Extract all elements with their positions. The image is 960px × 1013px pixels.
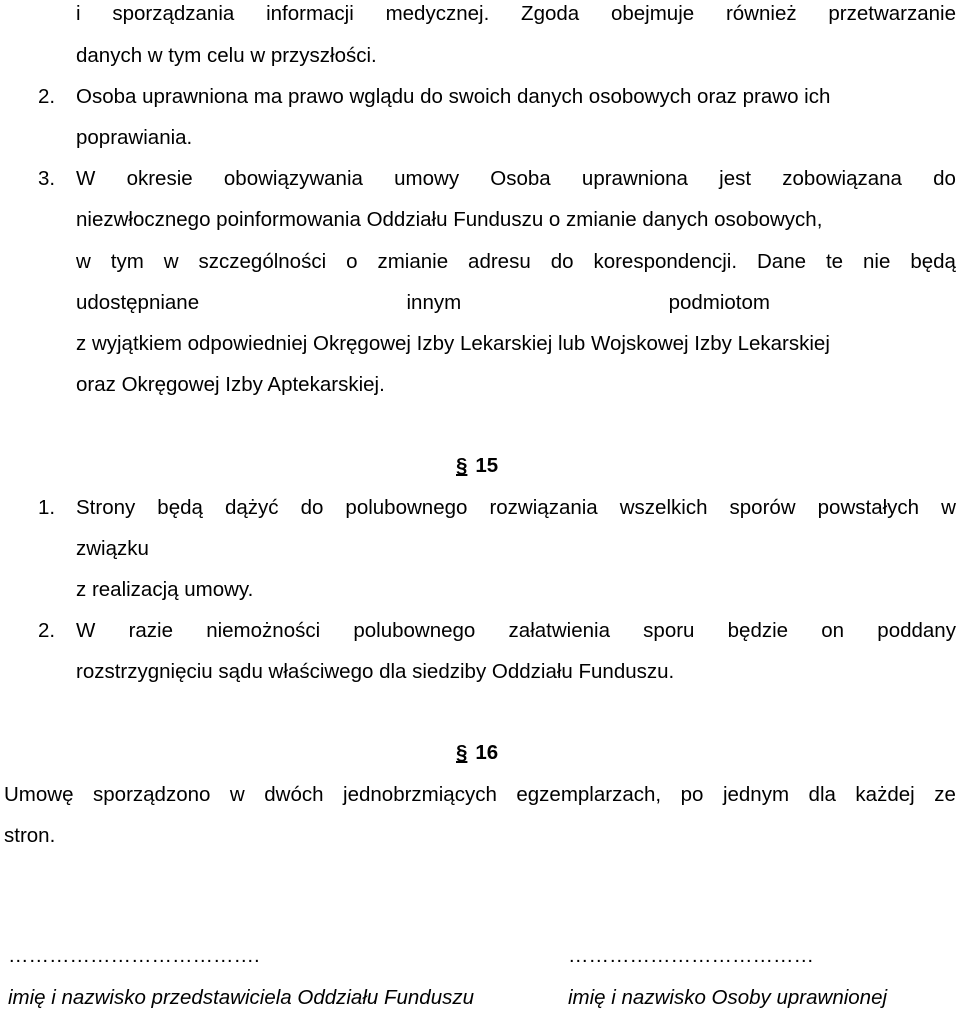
p14-item-3-line-5: z wyjątkiem odpowiedniej Okręgowej Izby Lekarskiej lub Wojskowej Izby Lekarskiej xyxy=(76,332,830,355)
p14-item-2-number: 2. xyxy=(38,85,56,108)
word: poddany xyxy=(877,619,956,642)
word: i xyxy=(76,2,81,25)
word: tym xyxy=(110,250,144,273)
word: jednym xyxy=(722,783,790,806)
word: te xyxy=(825,250,844,273)
word: dążyć xyxy=(224,496,279,519)
word: po xyxy=(680,783,704,806)
word: zmianie xyxy=(377,250,449,273)
word: w xyxy=(76,250,91,273)
p15-item-2-number: 2. xyxy=(38,619,56,642)
word: sporu xyxy=(643,619,695,642)
p15-item-1-line-1 xyxy=(76,498,956,519)
word: podmiotom xyxy=(668,291,770,314)
word: egzemplarzach, xyxy=(516,783,662,806)
word: W xyxy=(76,619,96,642)
p15-item-1-line-3: z realizacją umowy. xyxy=(76,578,254,601)
word: dla xyxy=(808,783,836,806)
word: adresu xyxy=(468,250,531,273)
word: w xyxy=(229,783,245,806)
section-symbol: § xyxy=(456,454,468,477)
p14-line-2: danych w tym celu w przyszłości. xyxy=(76,44,377,67)
word: sporów xyxy=(729,496,796,519)
p16-line-2: stron. xyxy=(4,824,56,847)
word: ze xyxy=(934,783,956,806)
word: do xyxy=(550,250,574,273)
p15-item-1-number: 1. xyxy=(38,496,56,519)
word: załatwienia xyxy=(508,619,610,642)
p15-item-2-line-2: rozstrzygnięciu sądu właściwego dla siedziby Oddziału Funduszu. xyxy=(76,660,675,683)
word: uprawniona xyxy=(581,167,688,190)
word: polubownego xyxy=(345,496,468,519)
word: będą xyxy=(910,250,956,273)
p14-item-3-number: 3. xyxy=(38,167,56,190)
word: w xyxy=(941,496,956,519)
p15-item-1-line-2: związku xyxy=(76,537,149,560)
p14-item-3-line-1 xyxy=(76,169,956,190)
section-15-heading xyxy=(456,456,498,477)
word: medycznej. xyxy=(385,2,490,25)
word: jednobrzmiących xyxy=(343,783,497,806)
section-symbol: § xyxy=(456,741,468,764)
signature-label-left: imię i nazwisko przedstawiciela Oddziału Funduszu xyxy=(8,986,475,1009)
word: powstałych xyxy=(817,496,920,519)
p14-line-1 xyxy=(76,4,956,25)
p15-item-2-line-1 xyxy=(76,621,956,642)
p14-item-3-line-4 xyxy=(76,293,770,314)
word: niemożności xyxy=(206,619,321,642)
word: jest xyxy=(719,167,752,190)
section-16-heading xyxy=(456,743,498,764)
word: okresie xyxy=(126,167,193,190)
word: obejmuje xyxy=(610,2,695,25)
word: W xyxy=(76,167,96,190)
signature-line-right: ……………………………… xyxy=(568,944,814,967)
word: razie xyxy=(128,619,173,642)
p14-item-2-line-2: poprawiania. xyxy=(76,126,193,149)
word: dwóch xyxy=(264,783,324,806)
word: korespondencji. xyxy=(593,250,738,273)
word: sporządzono xyxy=(93,783,211,806)
word: nie xyxy=(863,250,891,273)
p14-item-3-line-2: niezwłocznego poinformowania Oddziału Funduszu o zmianie danych osobowych, xyxy=(76,208,823,231)
word: innym xyxy=(406,291,462,314)
section-number: 16 xyxy=(475,741,499,764)
word: on xyxy=(821,619,845,642)
word: również xyxy=(725,2,797,25)
word: sporządzania xyxy=(112,2,235,25)
word: rozwiązania xyxy=(489,496,598,519)
section-number: 15 xyxy=(475,454,499,477)
signature-label-right: imię i nazwisko Osoby uprawnionej xyxy=(568,986,888,1009)
signature-line-left: ………………………………. xyxy=(8,944,260,967)
word: Dane xyxy=(757,250,807,273)
word: do xyxy=(933,167,956,190)
p14-item-3-line-3 xyxy=(76,252,956,273)
word: szczególności xyxy=(198,250,327,273)
word: w xyxy=(163,250,179,273)
word: będą xyxy=(157,496,203,519)
word: przetwarzanie xyxy=(828,2,956,25)
word: Strony xyxy=(76,496,136,519)
p14-item-3-line-6: oraz Okręgowej Izby Aptekarskiej. xyxy=(76,373,385,396)
p16-line-1 xyxy=(4,785,956,806)
word: będzie xyxy=(727,619,789,642)
word: informacji xyxy=(266,2,354,25)
word: każdej xyxy=(855,783,915,806)
word: do xyxy=(300,496,324,519)
word: polubownego xyxy=(353,619,476,642)
word: Osoba xyxy=(490,167,551,190)
p14-item-2-line-1: Osoba uprawniona ma prawo wglądu do swoich danych osobowych oraz prawo ich xyxy=(76,85,831,108)
word: obowiązywania xyxy=(223,167,363,190)
word: zobowiązana xyxy=(782,167,902,190)
word: wszelkich xyxy=(619,496,708,519)
word: udostępniane xyxy=(76,291,200,314)
word: Zgoda xyxy=(521,2,580,25)
word: Umowę xyxy=(4,783,74,806)
word: umowy xyxy=(394,167,460,190)
word: o xyxy=(346,250,358,273)
